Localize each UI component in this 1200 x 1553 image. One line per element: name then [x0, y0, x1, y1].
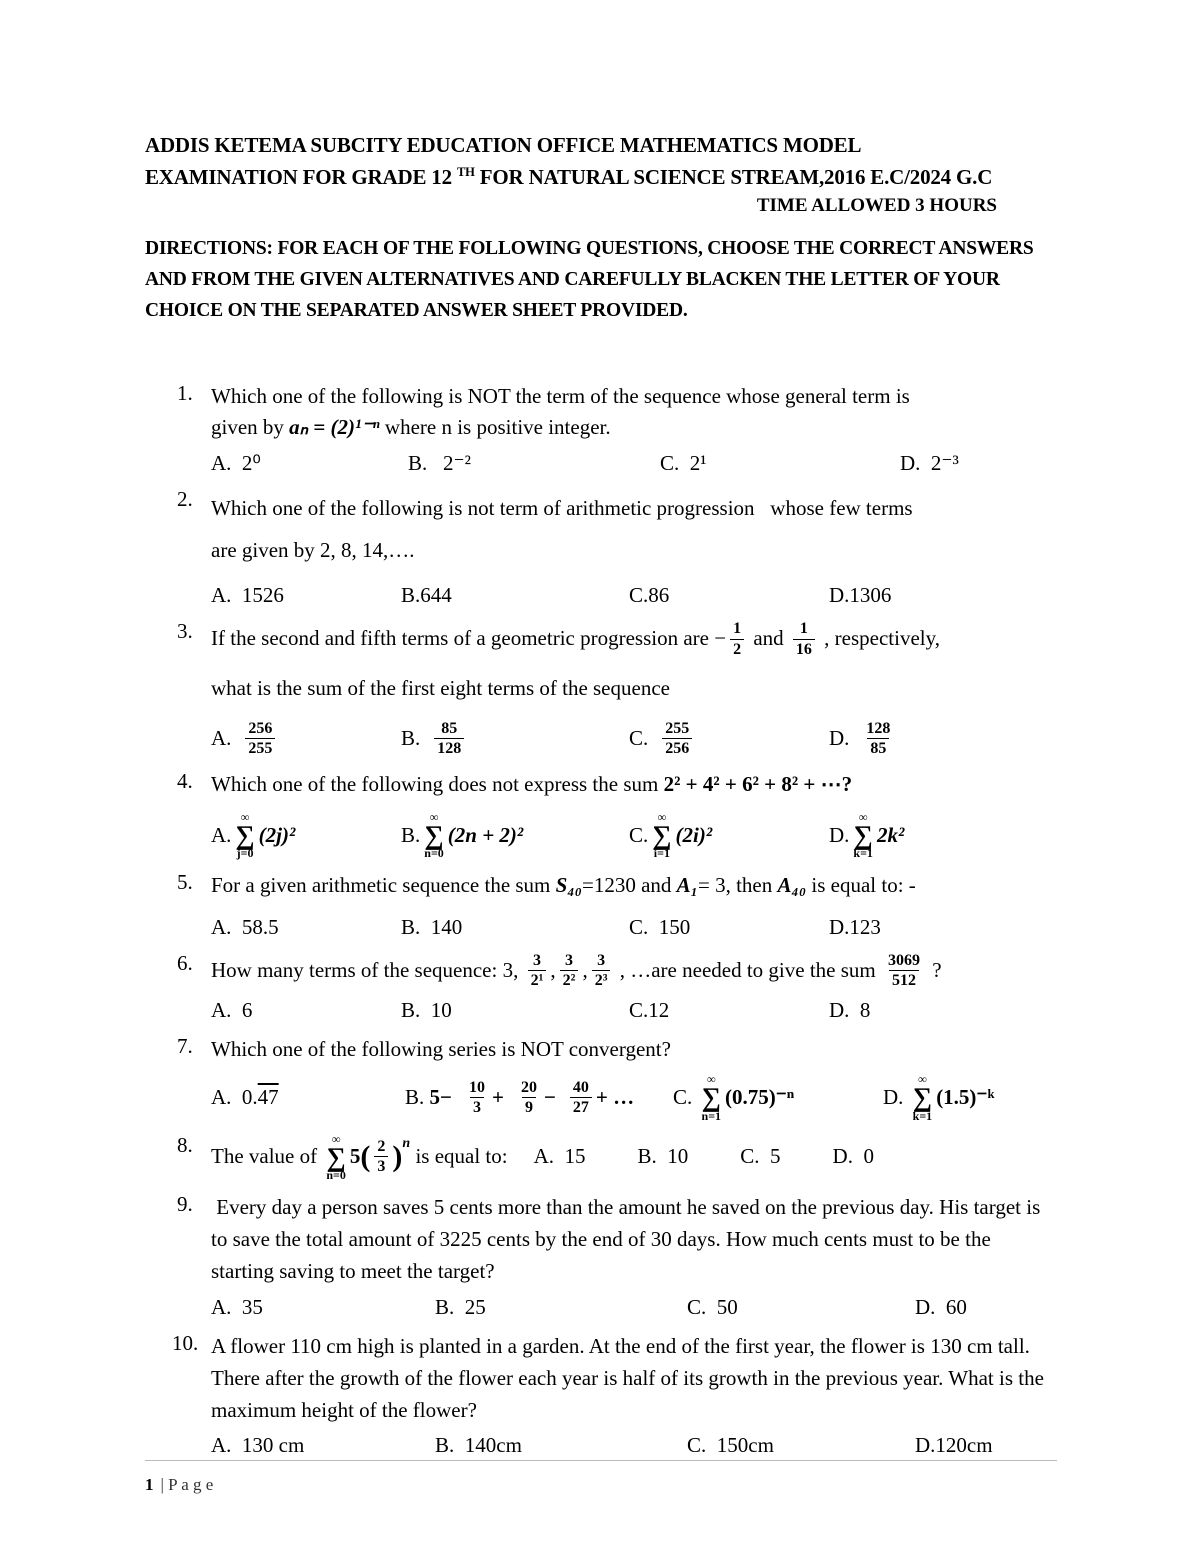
sigma-upper-limit: ∞ — [918, 1072, 927, 1087]
fraction-numerator: 256 — [248, 719, 273, 737]
sigma-lower-limit: n=1 — [701, 1108, 722, 1123]
fraction-denominator: 16 — [793, 639, 815, 659]
fraction-denominator: 2¹ — [528, 970, 547, 990]
question-6-number: 6. — [177, 951, 193, 976]
question-8 — [145, 1133, 1055, 1181]
option-label: C. — [629, 822, 649, 847]
sigma-symbol: ∑ — [912, 1082, 933, 1113]
question-8-number: 8. — [177, 1132, 193, 1157]
fraction-numerator: 3 — [597, 952, 606, 970]
fraction-numerator: 3 — [532, 952, 541, 970]
question-9-text: Every day a person saves 5 cents more than the amount he saved on the previous day. His target is to save the total amount of 3225 cents by the end of 30 days. How much cents must to be the starting saving to meet the target? — [211, 1195, 1046, 1283]
sigma-upper-limit: ∞ — [706, 1072, 716, 1087]
question-6-p2: , …are needed to give the sum — [614, 958, 881, 983]
question-2-number: 2. — [177, 487, 193, 512]
option-label: B. — [401, 725, 421, 750]
grade-th-superscript: TH — [456, 164, 475, 179]
question-3-line-2: what is the sum of the first eight terms of the sequence — [211, 675, 670, 700]
sum-expression: 2² + 4² + 6² + 8² + ⋯? — [663, 772, 853, 797]
sigma-lower-limit: i=1 — [653, 846, 670, 861]
sum-s40: S₄₀ — [555, 873, 582, 898]
fraction-denominator: 9 — [522, 1097, 536, 1117]
question-8-option-a: A. 15 — [533, 1144, 586, 1169]
fraction-numerator: 255 — [665, 719, 690, 737]
question-9 — [145, 1192, 1055, 1320]
sigma-symbol: ∑ — [326, 1141, 346, 1172]
question-5-p3: = 3, then — [697, 873, 778, 898]
page-number: 1 — [145, 1475, 154, 1494]
question-6-p3: ? — [926, 958, 942, 983]
question-5-option-a: A. 58.5 — [211, 915, 279, 940]
question-4-number: 4. — [177, 769, 193, 794]
series-term: 5− — [429, 1085, 452, 1110]
question-2-line-2: are given by 2, 8, 14,…. — [211, 538, 415, 563]
sigma-symbol: ∑ — [701, 1082, 721, 1113]
question-7-option-c — [673, 1073, 883, 1121]
fraction — [466, 1078, 488, 1117]
question-2-text — [211, 487, 1055, 571]
question-1-line-2-post: where n is positive integer. — [379, 415, 611, 440]
sigma-symbol: ∑ — [652, 819, 672, 850]
title-line-2-post: FOR NATURAL SCIENCE STREAM,2016 E.C/2024 G.C — [474, 164, 993, 189]
term-a40: A₄₀ — [777, 873, 807, 898]
question-10-number: 10. — [172, 1330, 199, 1355]
fraction — [528, 951, 547, 990]
question-4-option-d — [829, 811, 1055, 859]
sigma-upper-limit: ∞ — [240, 809, 250, 824]
fraction-numerator: 20 — [520, 1078, 537, 1096]
question-6-option-b: B. 10 — [401, 997, 452, 1022]
question-5-option-d: D.123 — [829, 915, 881, 940]
question-1 — [145, 381, 1055, 477]
question-2-option-b: B.644 — [401, 583, 452, 608]
fraction-denominator: 85 — [867, 738, 889, 758]
question-7-options — [211, 1073, 1055, 1121]
comma: , — [550, 958, 556, 983]
question-6 — [145, 951, 1055, 1022]
exponent-n: n — [402, 1136, 411, 1152]
option-label: C. — [629, 725, 649, 750]
question-8-option-c: C. 5 — [740, 1144, 781, 1169]
question-4 — [145, 769, 1055, 859]
question-6-options — [211, 998, 1055, 1023]
left-parenthesis: ( — [360, 1139, 371, 1173]
fraction — [560, 951, 579, 990]
fraction-numerator: 1 — [733, 620, 742, 638]
question-3-option-c — [629, 719, 829, 758]
exam-header — [145, 130, 1055, 327]
question-3 — [145, 619, 1055, 758]
fraction-numerator: 128 — [866, 719, 891, 737]
fraction-denominator: 512 — [889, 970, 919, 990]
series-ellipsis: + … — [595, 1085, 635, 1110]
question-5-text — [211, 870, 1055, 902]
question-8-option-d: D. 0 — [832, 1144, 874, 1169]
fraction-numerator: 2 — [377, 1138, 386, 1156]
question-5-p4: is equal to: - — [806, 873, 916, 898]
question-7-option-a — [211, 1085, 405, 1110]
option-label: A. — [211, 822, 232, 847]
question-list — [145, 381, 1055, 1459]
sigma-symbol: ∑ — [853, 819, 873, 850]
fraction — [245, 719, 275, 758]
repeating-decimal: 47 — [257, 1085, 279, 1110]
question-8-p2: is equal to: — [410, 1144, 508, 1169]
fraction-denominator: 3 — [470, 1097, 484, 1117]
question-4-text — [211, 769, 1055, 801]
question-1-line-2-pre: given by — [211, 415, 290, 440]
option-label: A. — [211, 1085, 242, 1110]
question-6-option-c: C.12 — [629, 997, 670, 1022]
directions: DIRECTIONS: FOR EACH OF THE FOLLOWING QUESTIONS, CHOOSE THE CORRECT ANSWERS AND FROM THE GIVEN ALTERNATIVES AND CAREFULLY BLACKEN THE LETTER OF YOUR CHOICE ON THE SEPARATED ANSWER SHEET PROVIDED. — [145, 238, 1034, 322]
question-4-option-a — [211, 811, 401, 859]
question-6-p1: How many terms of the sequence: 3, — [211, 958, 524, 983]
fraction-denominator: 128 — [434, 738, 464, 758]
question-2-options — [211, 583, 1055, 608]
option-label: D. — [829, 725, 850, 750]
exam-title — [145, 130, 1055, 193]
question-8-p1: The value of — [211, 1144, 323, 1169]
sigma-symbol: ∑ — [235, 819, 255, 850]
fraction — [662, 719, 692, 758]
fraction — [518, 1078, 540, 1117]
option-label: D. — [883, 1085, 909, 1110]
sigma-summation — [424, 811, 444, 859]
question-6-option-d: D. 8 — [829, 997, 871, 1022]
sigma-lower-limit: j=0 — [236, 846, 254, 861]
fraction-denominator: 2³ — [592, 970, 611, 990]
question-1-line-1: Which one of the following is NOT the term of the sequence whose general term is — [211, 383, 910, 408]
question-1-line-2 — [211, 412, 1055, 444]
question-2-option-d: D.1306 — [829, 583, 892, 608]
question-7 — [145, 1034, 1055, 1122]
sigma-summation — [702, 1073, 722, 1121]
question-10-option-b: B. 140cm — [435, 1433, 522, 1458]
fraction — [592, 951, 611, 990]
question-3-p2: and — [748, 626, 789, 651]
question-8-text — [211, 1133, 1055, 1181]
question-5-p2: =1230 and — [581, 873, 677, 898]
question-9-number: 9. — [177, 1192, 193, 1217]
sigma-summation — [235, 811, 254, 859]
question-10-option-d: D.120cm — [915, 1433, 993, 1458]
question-1-option-a: A. 2⁰ — [211, 451, 261, 476]
question-5-option-b: B. 140 — [401, 915, 463, 940]
term-a1: A₁ — [676, 873, 698, 898]
question-1-option-c: C. 2¹ — [660, 451, 707, 476]
question-5-p1: For a given arithmetic sequence the sum — [211, 873, 556, 898]
fraction-denominator: 3 — [374, 1156, 388, 1176]
question-9-option-b: B. 25 — [435, 1294, 486, 1319]
question-3-text — [211, 619, 1055, 704]
option-label: B. — [405, 1085, 430, 1110]
question-6-option-a: A. 6 — [211, 997, 253, 1022]
question-7-number: 7. — [177, 1033, 193, 1058]
question-10-text: A flower 110 cm high is planted in a garden. At the end of the first year, the flower is 130 cm tall. There after the growth of the flower each year is half of its growth in the previous year. What is the maximum height of the flower? — [211, 1333, 1050, 1422]
question-6-text — [211, 951, 1055, 990]
page-footer — [145, 1460, 1057, 1495]
sigma-lower-limit: n=0 — [326, 1168, 346, 1183]
fraction — [793, 619, 815, 658]
sigma-upper-limit: ∞ — [657, 809, 667, 824]
sigma-summation — [853, 811, 873, 859]
fraction-denominator: 256 — [662, 738, 692, 758]
fraction — [863, 719, 893, 758]
title-line-2 — [145, 162, 1055, 194]
question-2-option-c: C.86 — [629, 583, 670, 608]
question-10-option-c: C. 150cm — [687, 1433, 774, 1458]
fraction-denominator: 255 — [245, 738, 275, 758]
sigma-lower-limit: k=1 — [853, 846, 873, 861]
question-3-number: 3. — [177, 619, 193, 644]
page-label: | P a g e — [160, 1475, 214, 1494]
fraction-denominator: 2 — [730, 639, 744, 659]
question-1-option-b: B. 2⁻² — [408, 451, 471, 476]
fraction — [434, 719, 464, 758]
question-2-option-a: A. 1526 — [211, 583, 284, 608]
sigma-upper-limit: ∞ — [331, 1131, 341, 1146]
summand: (2j)² — [258, 822, 296, 847]
sigma-lower-limit: n=0 — [424, 846, 444, 861]
question-9-option-d: D. 60 — [915, 1294, 967, 1319]
fraction-denominator: 27 — [570, 1097, 592, 1117]
question-2 — [145, 487, 1055, 608]
sigma-summation — [326, 1133, 346, 1181]
question-3-option-b — [401, 719, 629, 758]
question-9-option-a: A. 35 — [211, 1294, 263, 1319]
question-4-options — [211, 811, 1055, 859]
fraction-numerator: 40 — [572, 1078, 589, 1096]
question-4-p1: Which one of the following does not express the sum — [211, 772, 664, 797]
fraction — [570, 1078, 592, 1117]
option-label: B. — [401, 822, 421, 847]
question-1-option-d: D. 2⁻³ — [900, 451, 959, 476]
question-5-options — [211, 915, 1055, 940]
question-5 — [145, 870, 1055, 940]
question-6-line-1 — [211, 951, 1055, 990]
comma: , — [582, 958, 588, 983]
option-label: C. — [673, 1085, 698, 1110]
sigma-lower-limit: k=1 — [912, 1108, 933, 1123]
general-term-formula: aₙ = (2)¹⁻ⁿ — [289, 415, 380, 440]
question-5-number: 5. — [177, 870, 193, 895]
sigma-upper-limit: ∞ — [858, 809, 868, 824]
sigma-summation — [913, 1073, 933, 1121]
sigma-symbol: ∑ — [424, 819, 444, 850]
coefficient: 5 — [349, 1144, 361, 1169]
fraction-numerator: 3 — [565, 952, 574, 970]
question-3-p1: If the second and fifth terms of a geometric progression are − — [211, 626, 727, 651]
right-parenthesis: ) — [392, 1139, 403, 1173]
question-3-p3: , respectively, — [818, 626, 940, 651]
question-8-option-b: B. 10 — [637, 1144, 689, 1169]
question-10-options — [211, 1433, 1055, 1458]
question-10 — [145, 1331, 1055, 1459]
question-3-option-d — [829, 719, 1055, 758]
time-allowed: TIME ALLOWED 3 HOURS — [756, 195, 997, 216]
title-line-2-pre: EXAMINATION FOR GRADE 12 — [145, 164, 457, 189]
question-4-option-c — [629, 811, 829, 859]
question-1-text — [211, 381, 1055, 445]
fraction — [885, 951, 923, 990]
summand: (1.5)⁻ᵏ — [936, 1085, 995, 1110]
question-4-option-b — [401, 811, 629, 859]
sigma-upper-limit: ∞ — [429, 809, 439, 824]
fraction — [730, 619, 744, 658]
question-7-option-d — [883, 1073, 1055, 1121]
summand: (2i)² — [675, 822, 713, 847]
question-2-line-1: Which one of the following is not term of arithmetic progression whose few terms — [211, 496, 913, 521]
question-9-options — [211, 1295, 1055, 1320]
question-3-line-1 — [211, 619, 1055, 658]
decimal-prefix: 0. — [241, 1085, 258, 1110]
summand: (2n + 2)² — [447, 822, 524, 847]
series-operator: − — [543, 1085, 556, 1110]
fraction-numerator: 1 — [799, 620, 808, 638]
question-1-options — [211, 451, 1055, 476]
question-10-option-a: A. 130 cm — [211, 1433, 305, 1458]
summand: 2k² — [876, 822, 905, 847]
question-9-option-c: C. 50 — [687, 1294, 738, 1319]
option-label: A. — [211, 725, 232, 750]
question-7-text: Which one of the following series is NOT convergent? — [211, 1036, 671, 1061]
sigma-summation — [652, 811, 671, 859]
question-1-number: 1. — [177, 380, 193, 405]
question-3-options — [211, 719, 1055, 758]
series-operator: + — [491, 1085, 504, 1110]
question-7-option-b — [405, 1078, 673, 1117]
fraction-numerator: 85 — [441, 719, 458, 737]
fraction-numerator: 3069 — [887, 952, 920, 970]
fraction-denominator: 2² — [560, 970, 579, 990]
title-line-1: ADDIS KETEMA SUBCITY EDUCATION OFFICE MATHEMATICS MODEL — [145, 133, 862, 157]
summand: (0.75)⁻ⁿ — [725, 1085, 795, 1110]
question-5-option-c: C. 150 — [629, 915, 691, 940]
fraction — [374, 1137, 388, 1176]
question-3-option-a — [211, 719, 401, 758]
option-label: D. — [829, 822, 850, 847]
fraction-numerator: 10 — [468, 1078, 485, 1096]
